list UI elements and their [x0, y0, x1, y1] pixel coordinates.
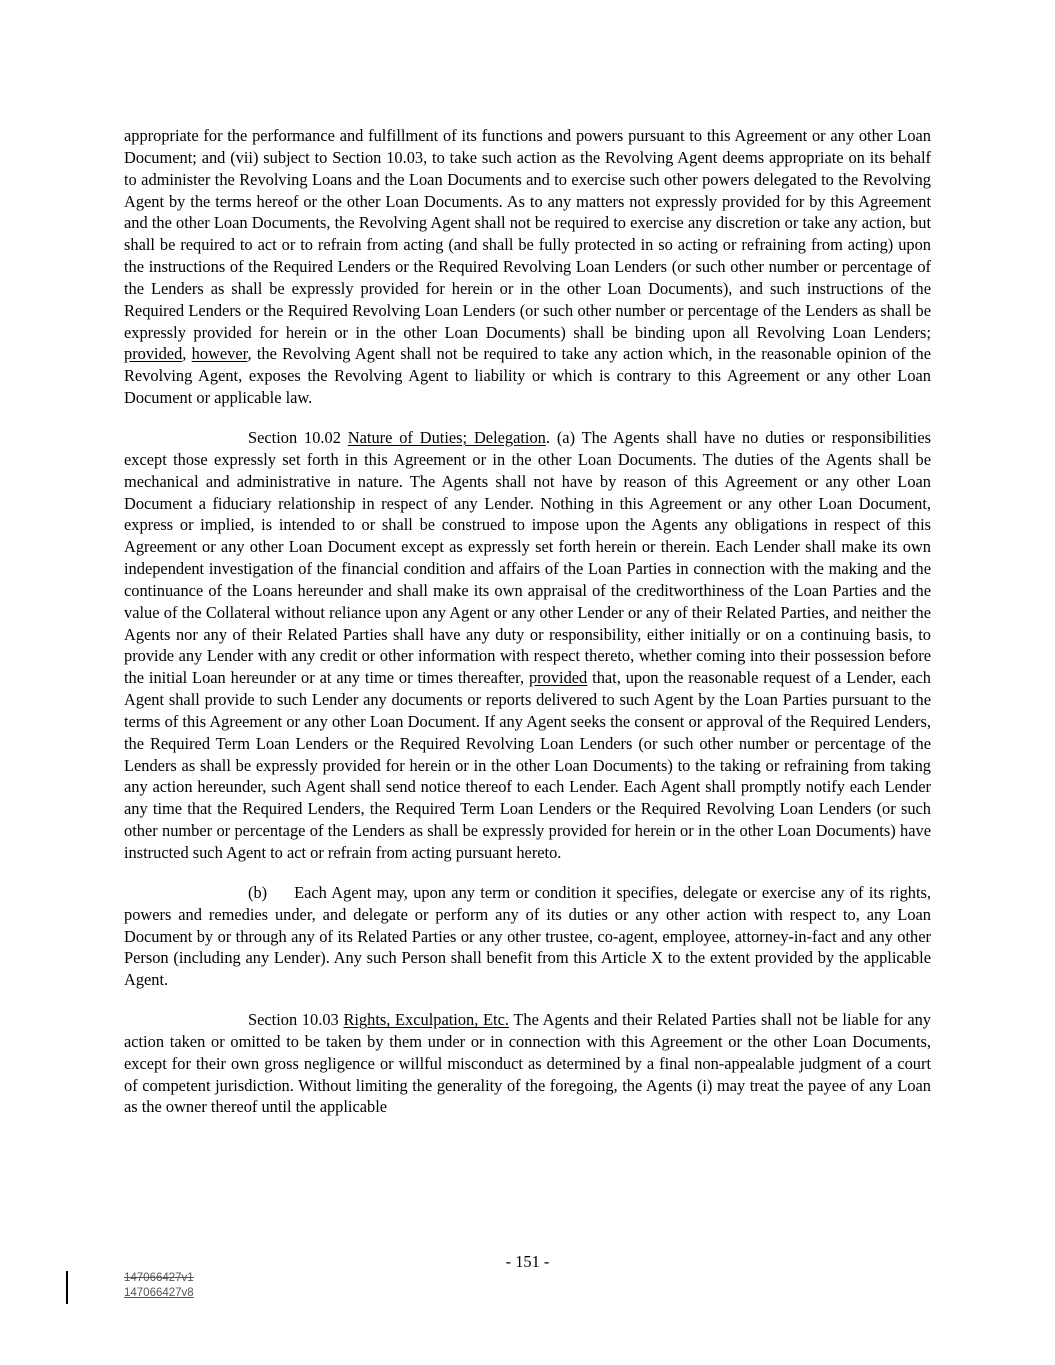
- paragraph-text: that, upon the reasonable request of a Lender, each Agent shall provide to such Lender any documents or reports delivered to such Agent by the Loan Parties pursuant to the terms of this Agreement or any other Loan Document. If any Agent seeks the consent or approval of the Required Lenders, the Required Term Loan Lenders or the Required Revolving Loan Lenders (or such other number or percentage of the Lenders as shall be expressly provided for herein or in the other Loan Documents) to the taking or refraining from taking any action hereunder, such Agent shall send notice thereof to each Lender. Each Agent shall promptly notify each Lender any time that the Required Lenders, the Required Term Loan Lenders or the Required Revolving Loan Lenders (or such other number or percentage of the Lenders as shall be expressly provided for herein or in the other Loan Documents) have instructed such Agent to act or refrain from acting pursuant hereto.: [124, 668, 931, 862]
- subsection-b-paragraph: [124, 882, 931, 991]
- document-id-old: 147066427v1: [124, 1272, 194, 1284]
- subsection-label: (b): [248, 882, 268, 902]
- section-title: Rights, Exculpation, Etc.: [343, 1010, 509, 1030]
- section-10-03-paragraph: [124, 1009, 931, 1118]
- underlined-term-provided: provided: [124, 344, 183, 364]
- paragraph-text: appropriate for the performance and fulfillment of its functions and powers pursuant to this Agreement or any other Loan Document; and (vii) subject to Section 10.03, to take such action as the Revolving Agent deems appropriate on its behalf to administer the Revolving Loans and the Loan Documents and to exercise such other powers delegated to the Revolving Agent by the terms hereof or the other Loan Documents. As to any matters not expressly provided for by this Agreement and the other Loan Documents, the Revolving Agent shall not be required to exercise any discretion or take any action, but shall be required to act or to refrain from acting (and shall be fully protected in so acting or refraining from acting) upon the instructions of the Required Lenders or the Required Revolving Loan Lenders (or such other number or percentage of the Lenders as shall be expressly provided for herein or in the other Loan Documents), and such instructions of the Required Lenders or the Required Revolving Loan Lenders (or such other number or percentage of the Lenders as shall be expressly provided for herein or in the other Loan Documents) shall be binding upon all Revolving Loan Lenders;: [124, 126, 931, 342]
- section-10-02-paragraph: [124, 427, 931, 864]
- change-bar: [66, 1271, 68, 1304]
- paragraph-text: . (a) The Agents shall have no duties or responsibilities except those expressly set forth in this Agreement or in the other Loan Documents. The duties of the Agents shall be mechanical and administrative in nature. The Agents shall not have by reason of this Agreement or any other Loan Document a fiduciary relationship in respect of any Lender. Nothing in this Agreement or any other Loan Document, express or implied, is intended to or shall be construed to impose upon the Agents any obligations in respect of this Agreement or any other Loan Document except as expressly set forth herein or therein. Each Lender shall make its own independent investigation of the financial condition and affairs of the Loan Parties in connection with the making and the continuance of the Loans hereunder and shall make its own appraisal of the creditworthiness of the Loan Parties and the value of the Collateral without reliance upon any Agent or any other Lender or any of their Related Parties, and neither the Agents nor any of their Related Parties shall have any duty or responsibility, either initially or on a continuing basis, to provide any Lender with any credit or other information with respect thereto, whether coming into their possession before the initial Loan hereunder or at any time or times thereafter,: [124, 427, 931, 688]
- paragraph-text: , the Revolving Agent shall not be required to take any action which, in the reasonable opinion of the Revolving Agent, exposes the Revolving Agent to liability or which is contrary to this Agreement or any other Loan Document or applicable law.: [124, 344, 931, 408]
- document-id-new: 147066427v8: [124, 1287, 194, 1299]
- paragraph-continuation: [124, 125, 931, 409]
- paragraph-text: The Agents and their Related Parties shall not be liable for any action taken or omitted to be taken by them under or in connection with this Agreement or the other Loan Documents, except for their own gross negligence or willful misconduct as determined by a final non-appealable judgment of a court of competent jurisdiction. Without limiting the generality of the foregoing, the Agents (i) may treat the payee of any Loan as the owner thereof until the applicable: [124, 1010, 931, 1117]
- paragraph-text: Each Agent may, upon any term or condition it specifies, delegate or exercise any of its rights, powers and remedies under, and delegate or perform any of its duties or any other action with respect to, any Loan Document by or through any of its Related Parties or any other trustee, co-agent, employee, attorney-in-fact and any other Person (including any Lender). Any such Person shall benefit from this Article X to the extent provided by the applicable Agent.: [124, 882, 931, 990]
- paragraph-text: ,: [182, 344, 192, 364]
- underlined-term-however: however: [191, 344, 248, 364]
- page-number: - 151 -: [505, 1252, 550, 1271]
- document-id-block: [124, 1271, 194, 1301]
- underlined-term-provided: provided: [528, 668, 588, 688]
- section-label: Section 10.03: [248, 1010, 344, 1030]
- document-body: [124, 125, 931, 1118]
- section-label: Section 10.02: [248, 427, 348, 447]
- section-title: Nature of Duties; Delegation: [347, 427, 546, 447]
